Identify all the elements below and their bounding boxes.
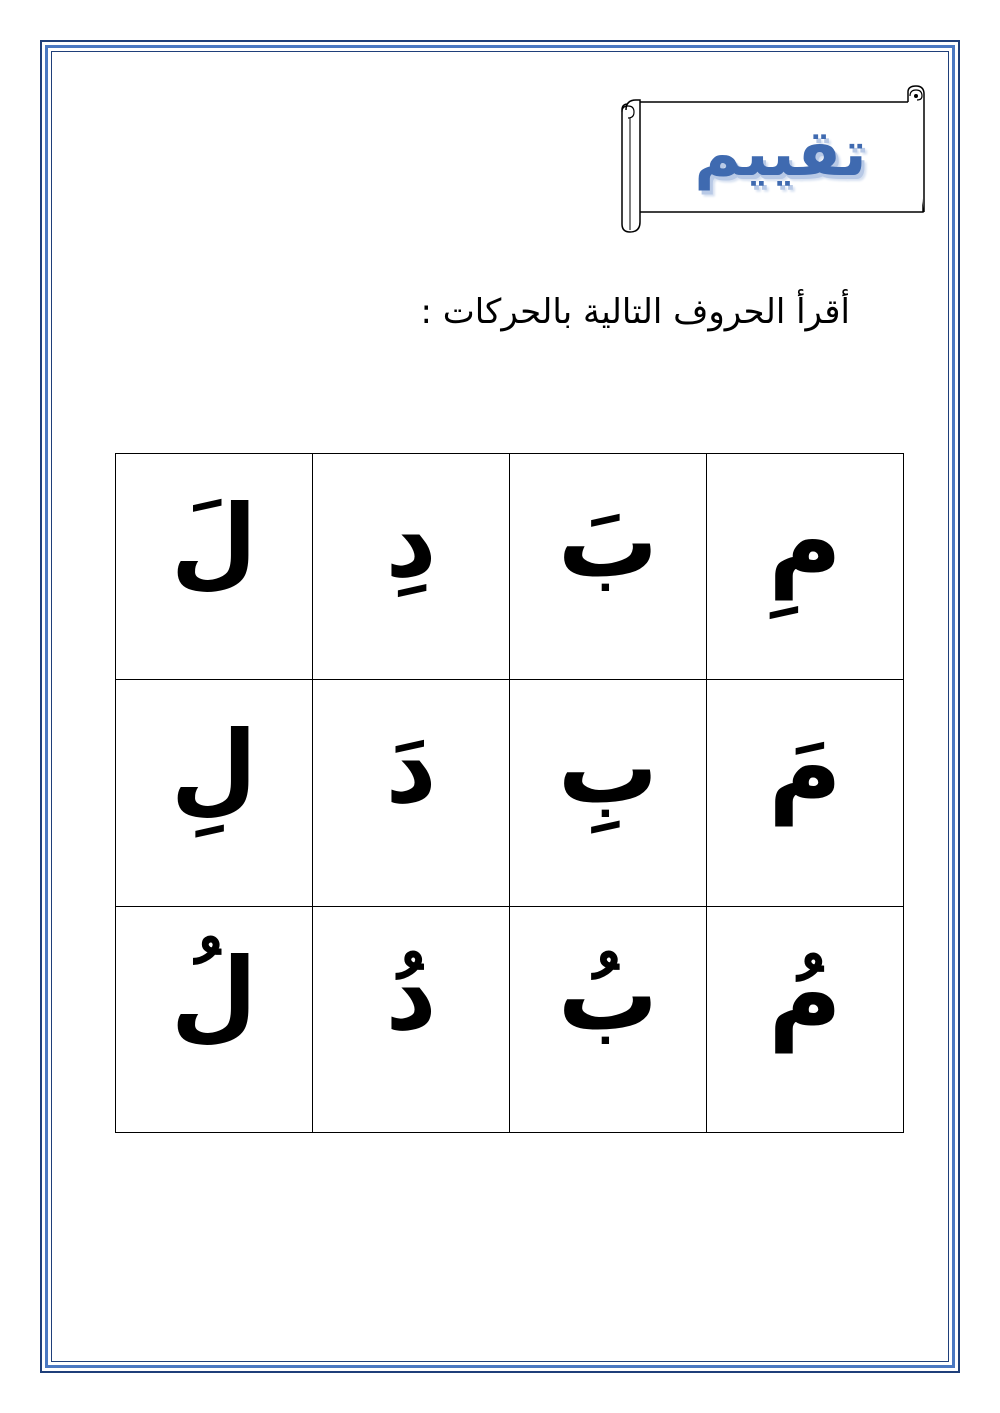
letter: مُ [768,935,842,1053]
title-scroll-banner [618,82,930,234]
grid-cell [510,680,707,906]
letter: دَ [385,709,437,827]
grid-cell [510,454,707,680]
letter: مِ [768,483,842,600]
grid-cell [707,906,904,1132]
grid-cell [116,680,313,906]
letter: مَ [768,709,842,827]
letter: دُ [385,935,437,1053]
letter: لِ [170,709,258,827]
letter: بِ [557,709,659,827]
grid-row [116,454,904,680]
grid-cell [116,454,313,680]
grid-row [116,680,904,906]
letter: لُ [170,935,258,1053]
grid-cell [707,454,904,680]
grid-cell [313,680,510,906]
letter: دِ [385,483,437,600]
grid-cell [707,680,904,906]
letter: بَ [557,483,659,600]
letter: بُ [557,935,659,1053]
grid-cell [313,454,510,680]
grid-cell [116,906,313,1132]
grid-cell [510,906,707,1132]
letter: لَ [170,483,258,600]
grid-row [116,906,904,1132]
instruction-text: أقرأ الحروف التالية بالحركات : [420,292,850,332]
grid-cell [313,906,510,1132]
page-title: تقييم [694,117,867,191]
letters-grid [115,453,904,1133]
